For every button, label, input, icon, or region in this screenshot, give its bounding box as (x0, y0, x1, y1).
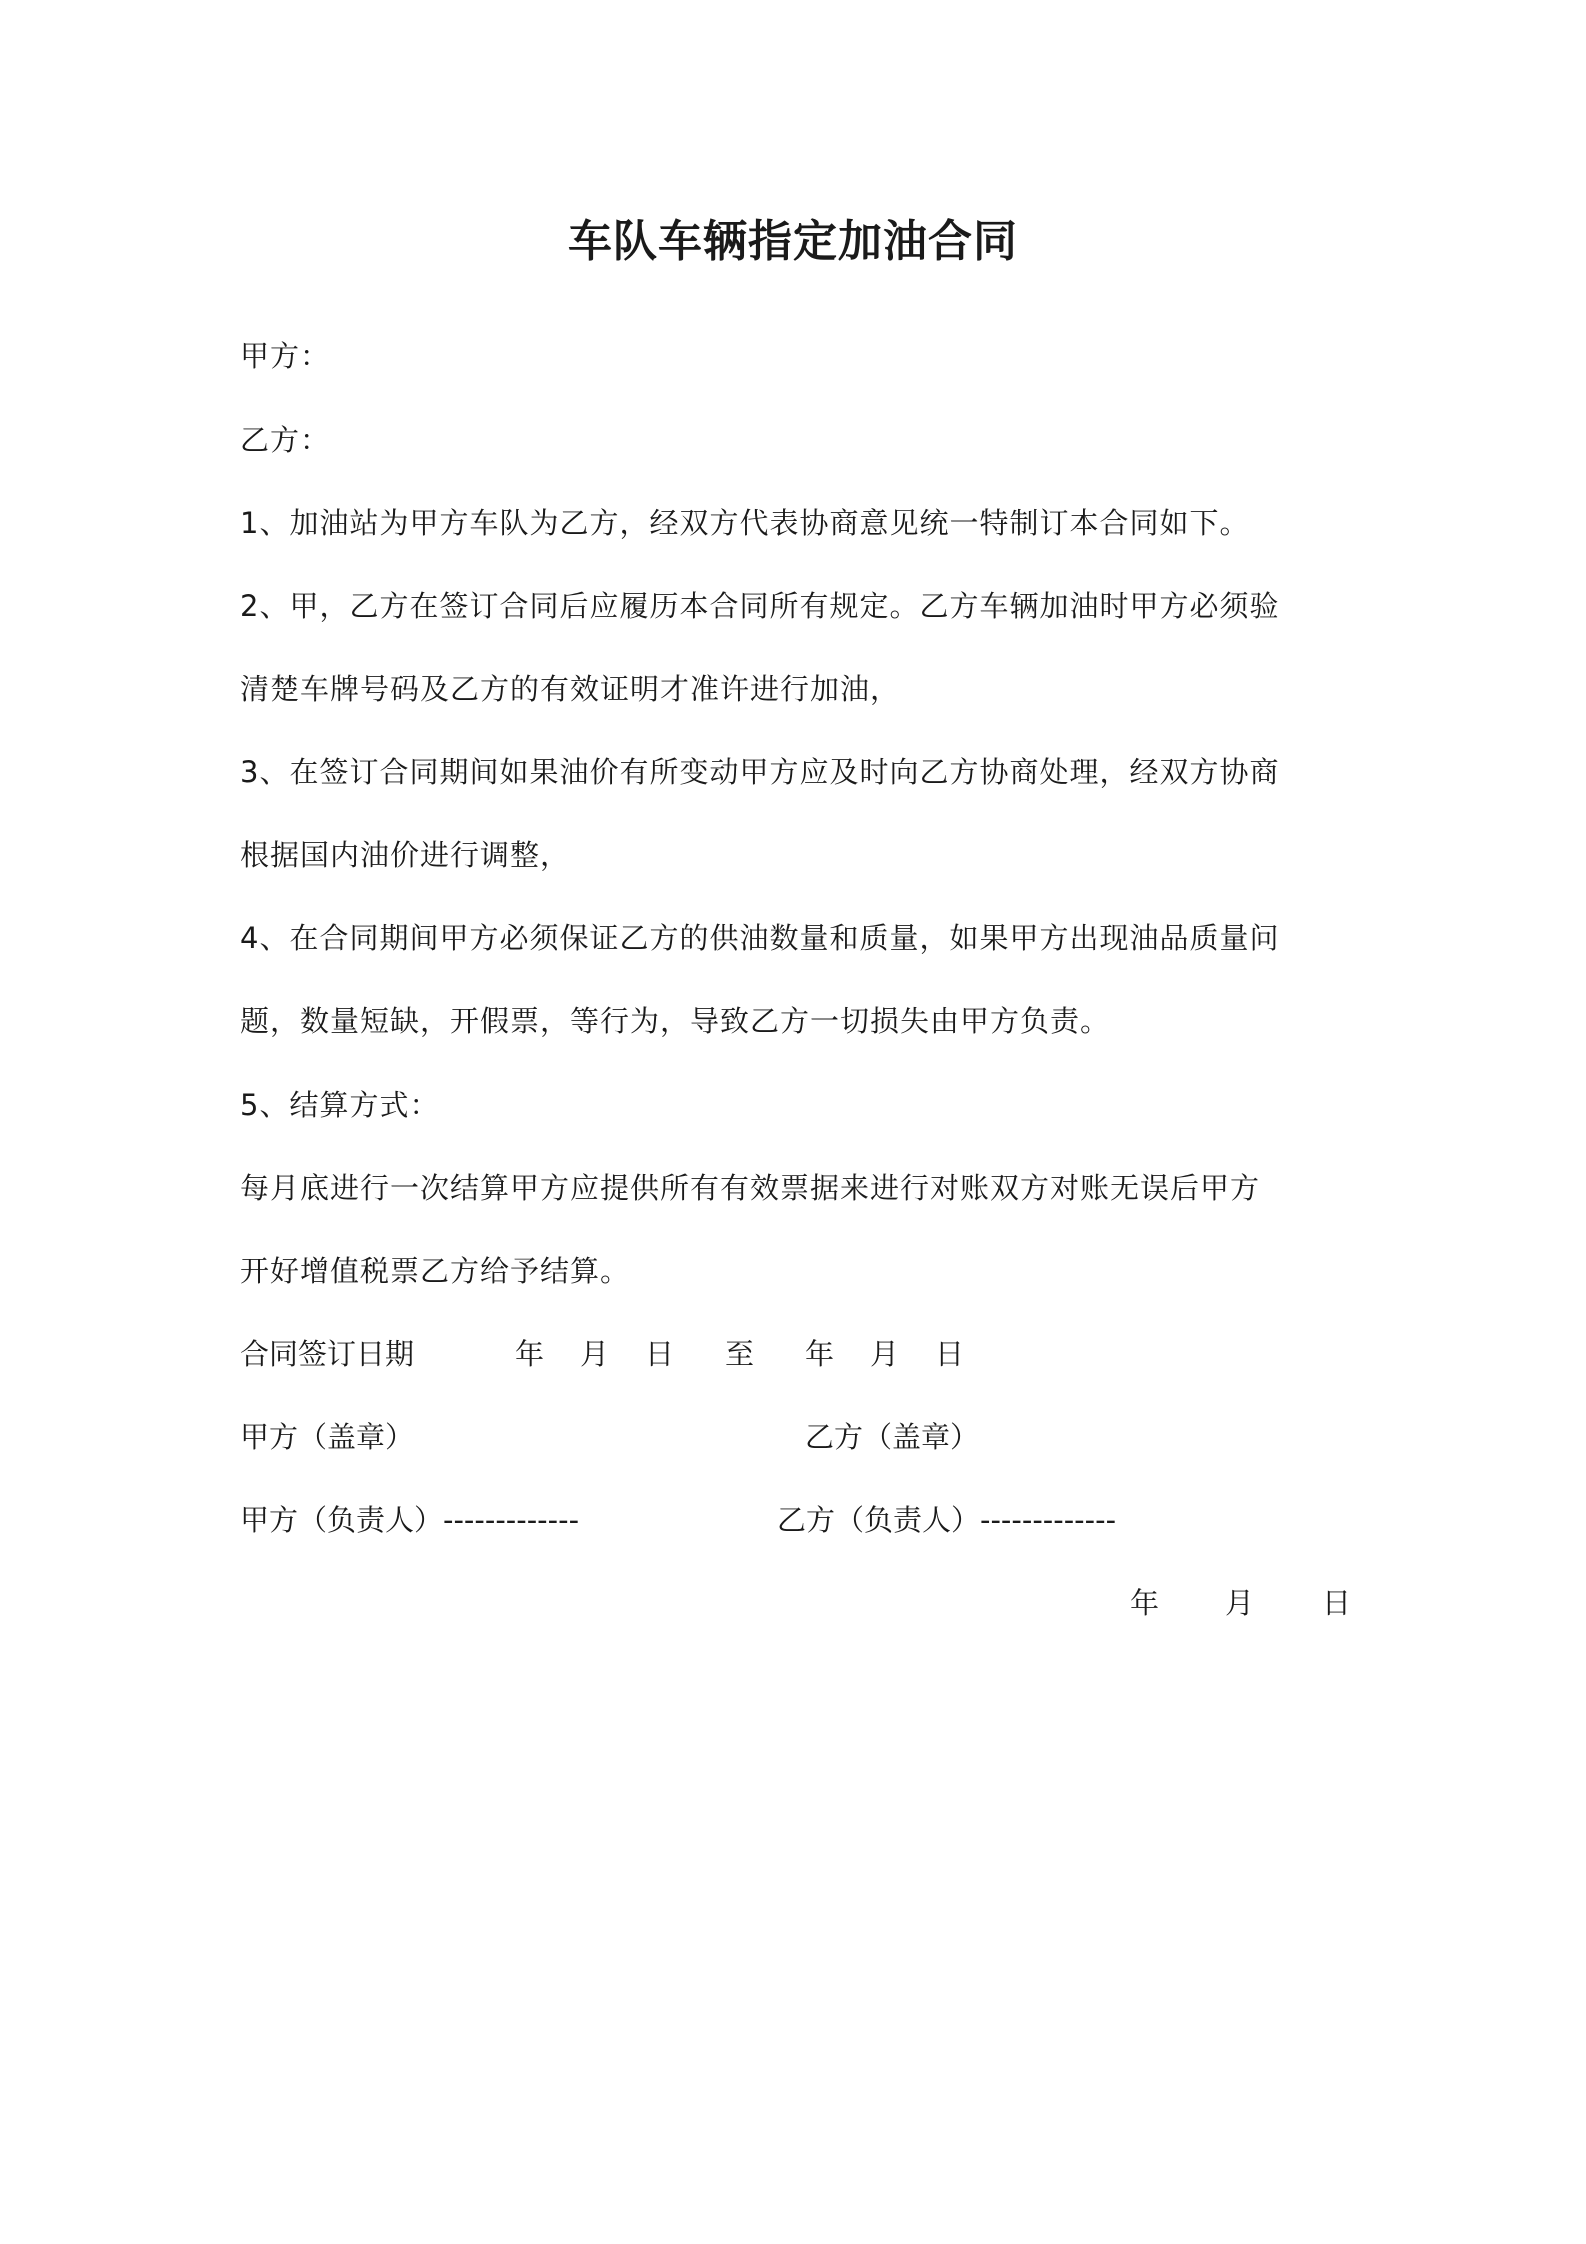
party-b-responsible: 乙方（负责人）------------- (777, 1503, 1117, 1537)
party-a-label: 甲方： (240, 339, 331, 373)
sign-date-year-2: 年 (805, 1337, 835, 1371)
sign-date-year-1: 年 (515, 1337, 545, 1371)
sign-date-month-1: 月 (580, 1337, 610, 1371)
final-date-day: 日 (1322, 1586, 1352, 1620)
clause-5-heading: 5、结算方式： (240, 1088, 440, 1122)
party-a-seal: 甲方（盖章） (240, 1420, 415, 1454)
clause-4-line-2: 题，数量短缺，开假票，等行为，导致乙方一切损失由甲方负责。 (240, 1004, 1111, 1038)
sign-date-month-2: 月 (870, 1337, 900, 1371)
final-date-month: 月 (1225, 1586, 1255, 1620)
clause-2-line-1: 2、甲，乙方在签订合同后应履历本合同所有规定。乙方车辆加油时甲方必须验 (240, 589, 1280, 623)
sign-date-day-1: 日 (645, 1337, 675, 1371)
party-b-label: 乙方： (240, 423, 331, 457)
document-title: 车队车辆指定加油合同 (568, 216, 1018, 267)
sign-date-label: 合同签订日期 (240, 1337, 415, 1371)
party-b-seal: 乙方（盖章） (805, 1420, 980, 1454)
party-a-responsible: 甲方（负责人）------------- (240, 1503, 580, 1537)
clause-2-line-2: 清楚车牌号码及乙方的有效证明才准许进行加油， (240, 672, 901, 706)
final-date-year: 年 (1130, 1586, 1160, 1620)
clause-4-line-1: 4、在合同期间甲方必须保证乙方的供油数量和质量，如果甲方出现油品质量问 (240, 921, 1280, 955)
clause-3-line-2: 根据国内油价进行调整， (240, 838, 571, 872)
sign-date-to: 至 (725, 1337, 755, 1371)
sign-date-day-2: 日 (935, 1337, 965, 1371)
settlement-line-2: 开好增值税票乙方给予结算。 (240, 1254, 631, 1288)
clause-1: 1、加油站为甲方车队为乙方，经双方代表协商意见统一特制订本合同如下。 (240, 506, 1250, 540)
settlement-line-1: 每月底进行一次结算甲方应提供所有有效票据来进行对账双方对账无误后甲方 (240, 1171, 1261, 1205)
clause-3-line-1: 3、在签订合同期间如果油价有所变动甲方应及时向乙方协商处理，经双方协商 (240, 755, 1280, 789)
